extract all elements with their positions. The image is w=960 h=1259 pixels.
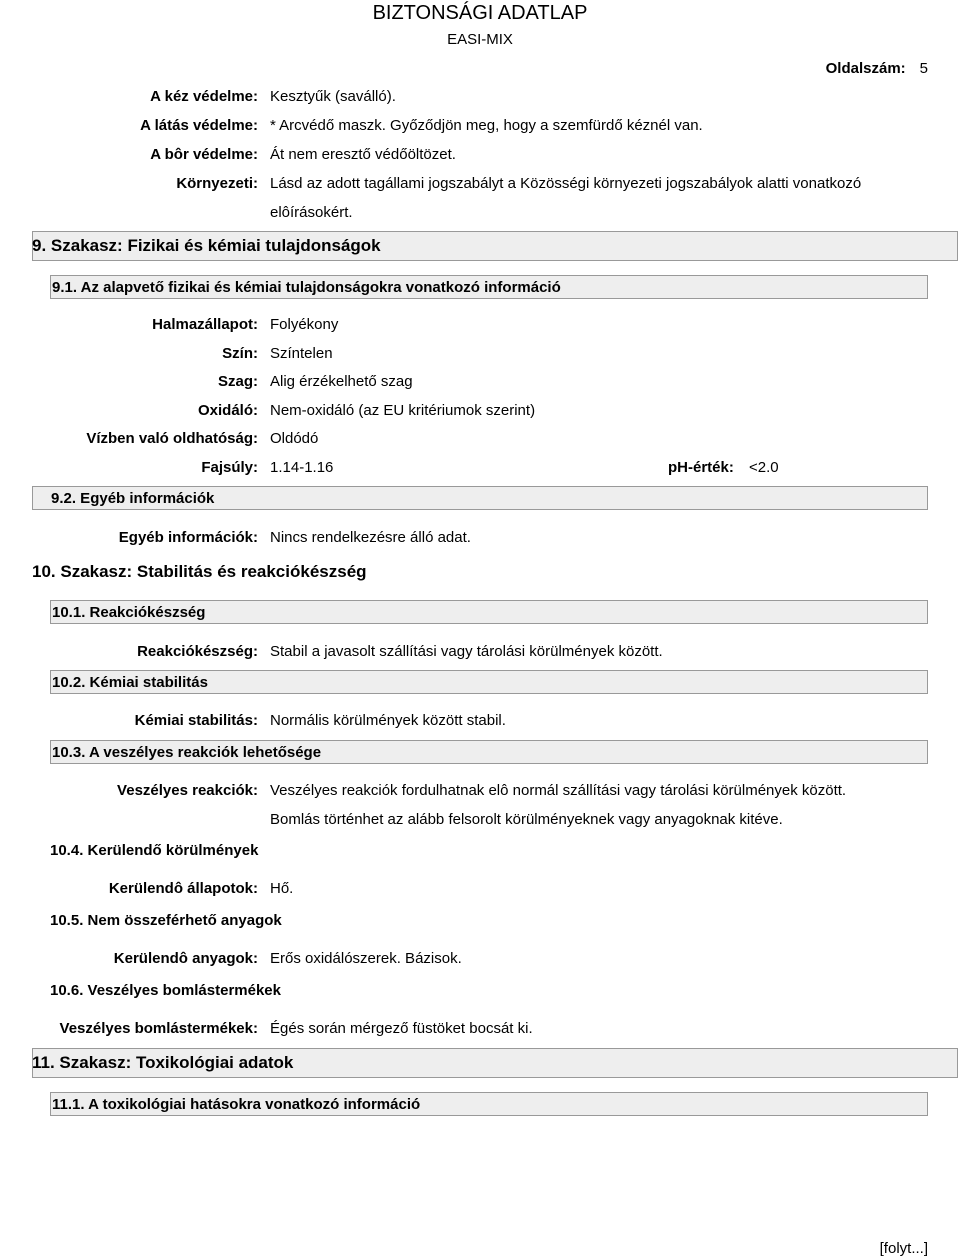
- prop-label: Szag:: [217, 373, 258, 390]
- prop-label: Vízben való oldhatóság:: [86, 430, 258, 447]
- prop-value: Folyékony: [270, 316, 339, 333]
- eye-protection-value: * Arcvédő maszk. Győződjön meg, hogy a szemfürdő kéznél van.: [270, 117, 703, 134]
- section-11-1-heading: 11.1. A toxikológiai hatásokra vonatkozó információ: [50, 1092, 928, 1116]
- hand-protection-label: A kéz védelme:: [150, 88, 258, 105]
- skin-protection-label: A bôr védelme:: [150, 146, 258, 163]
- prop-value: 1.14-1.16: [270, 459, 334, 476]
- prop-value: Alig érzékelhető szag: [270, 373, 413, 390]
- section-10-5-heading: 10.5. Nem összeférhető anyagok: [50, 912, 282, 929]
- decomposition-value: Égés során mérgező füstöket bocsát ki.: [270, 1020, 533, 1037]
- reactivity-label: Reakciókészség:: [137, 643, 258, 660]
- prop-label: Szín:: [222, 345, 258, 362]
- conditions-avoid-label: Kerülendô állapotok:: [108, 880, 258, 897]
- section-9-heading: 9. Szakasz: Fizikai és kémiai tulajdonságok: [32, 236, 381, 255]
- skin-protection-value: Át nem eresztő védőöltözet.: [270, 146, 456, 163]
- prop-value: Nem-oxidáló (az EU kritériumok szerint): [270, 402, 536, 419]
- page-number: [826, 60, 928, 77]
- section-9-1-heading: 9.1. Az alapvető fizikai és kémiai tulajdonságokra vonatkozó információ: [50, 275, 928, 299]
- page-value: 5: [919, 60, 928, 77]
- other-info-value: Nincs rendelkezésre álló adat.: [270, 529, 471, 546]
- ph-label: pH-érték:: [668, 459, 734, 476]
- section-10-3-heading: 10.3. A veszélyes reakciók lehetősége: [50, 740, 928, 764]
- section-11-heading: 11. Szakasz: Toxikológiai adatok: [32, 1053, 294, 1072]
- document-title: BIZTONSÁGI ADATLAP: [372, 2, 588, 24]
- materials-avoid-label: Kerülendô anyagok:: [113, 950, 258, 967]
- ph-value: <2.0: [749, 459, 779, 476]
- prop-value: Oldódó: [270, 430, 319, 447]
- environmental-value-cont: elôírásokért.: [270, 204, 353, 221]
- conditions-avoid-value: Hő.: [270, 880, 294, 897]
- hazardous-reactions-label: Veszélyes reakciók:: [117, 782, 258, 799]
- continued-marker: [folyt...]: [879, 1240, 928, 1257]
- section-10-6-heading: 10.6. Veszélyes bomlástermékek: [50, 982, 281, 999]
- section-10-heading: 10. Szakasz: Stabilitás és reakciókészség: [32, 562, 367, 581]
- reactivity-value: Stabil a javasolt szállítási vagy tárolási körülmények között.: [270, 643, 663, 660]
- environmental-label: Környezeti:: [176, 175, 258, 192]
- product-name: EASI-MIX: [447, 31, 513, 48]
- chem-stability-label: Kémiai stabilitás:: [134, 712, 258, 729]
- hazardous-reactions-value: Veszélyes reakciók fordulhatnak elô normál szállítási vagy tárolási körülmények között.: [270, 782, 847, 799]
- materials-avoid-value: Erős oxidálószerek. Bázisok.: [270, 950, 462, 967]
- hand-protection-value: Kesztyűk (saválló).: [270, 88, 396, 105]
- section-10-1-heading: 10.1. Reakciókészség: [50, 600, 928, 624]
- hazardous-reactions-value-cont: Bomlás történhet az alább felsorolt körülményeknek vagy anyagoknak kitéve.: [270, 811, 783, 828]
- eye-protection-label: A látás védelme:: [140, 117, 258, 134]
- prop-label: Fajsúly:: [201, 459, 258, 476]
- prop-label: Halmazállapot:: [152, 316, 258, 333]
- chem-stability-value: Normális körülmények között stabil.: [270, 712, 506, 729]
- section-10-4-heading: 10.4. Kerülendő körülmények: [50, 842, 259, 859]
- decomposition-label: Veszélyes bomlástermékek:: [59, 1020, 258, 1037]
- section-9-2-heading: 9.2. Egyéb információk: [32, 486, 928, 510]
- page-label: Oldalszám:: [825, 60, 906, 77]
- prop-value: Színtelen: [270, 345, 333, 362]
- section-10-2-heading: 10.2. Kémiai stabilitás: [50, 670, 928, 694]
- other-info-label: Egyéb információk:: [118, 529, 258, 546]
- prop-label: Oxidáló:: [197, 402, 258, 419]
- environmental-value: Lásd az adott tagállami jogszabályt a Közösségi környezeti jogszabályok alatti vonatkozó: [270, 175, 862, 192]
